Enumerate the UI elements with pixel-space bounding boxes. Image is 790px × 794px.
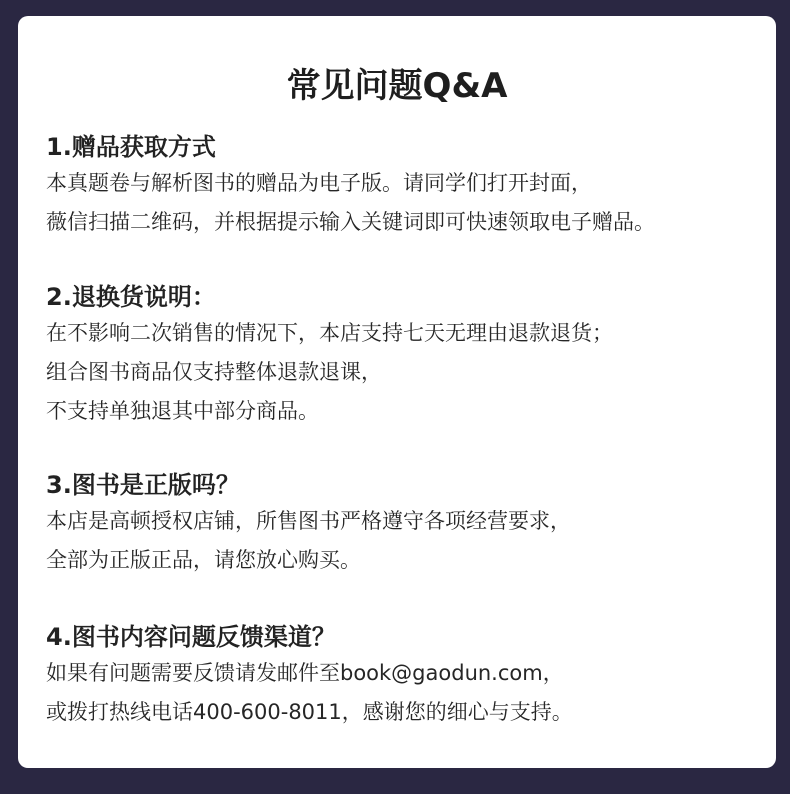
faq-answer-line: 不支持单独退其中部分商品。 [46,399,319,423]
faq-answer-line: 如果有问题需要反馈请发邮件至book@gaodun.com， [46,661,564,685]
faq-answer-line: 组合图书商品仅支持整体退款退课， [46,360,382,384]
faq-section-authentic [46,468,756,580]
faq-answer-line: 本真题卷与解析图书的赠品为电子版。请同学们打开封面， [46,171,592,195]
faq-answer-line: 全部为正版正品，请您放心购买。 [46,548,361,572]
faq-section-gift [46,130,756,242]
faq-question: 1.赠品获取方式 [46,133,216,161]
faq-section-returns [46,280,756,431]
faq-section-feedback [46,620,756,732]
faq-card [18,16,776,768]
faq-answer-line: 在不影响二次销售的情况下，本店支持七天无理由退款退货； [46,321,613,345]
page-title: 常见问题Q&A [286,66,508,106]
faq-question: 2.退换货说明： [46,283,216,311]
faq-answer-line: 本店是高顿授权店铺，所售图书严格遵守各项经营要求， [46,509,571,533]
faq-question: 3.图书是正版吗？ [46,471,240,499]
faq-question: 4.图书内容问题反馈渠道？ [46,623,336,651]
faq-answer-line: 或拨打热线电话400-600-8011，感谢您的细心与支持。 [46,700,573,724]
faq-answer-line: 薇信扫描二维码，并根据提示输入关键词即可快速领取电子赠品。 [46,210,655,234]
